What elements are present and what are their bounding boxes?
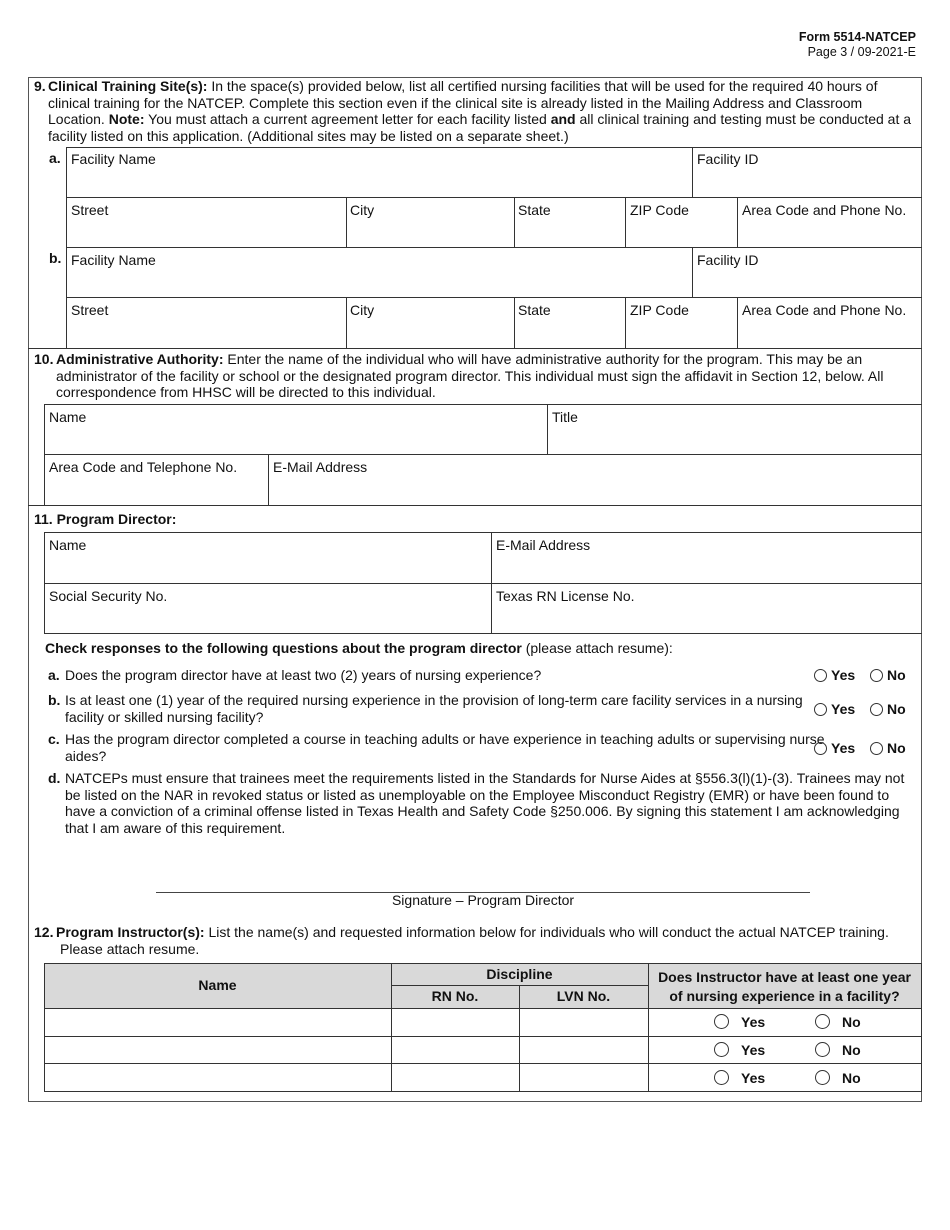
instructor-3-lvn-cell[interactable]: [520, 1064, 647, 1090]
facility-b-name-field[interactable]: Facility Name: [71, 252, 156, 268]
facility-a-city-field[interactable]: City: [350, 202, 375, 218]
form-number: Form 5514-NATCEP: [798, 30, 916, 44]
form-header: [799, 30, 916, 60]
section-12-number: 12.: [34, 924, 54, 940]
radio-icon: [870, 742, 883, 755]
question-b-no[interactable]: No: [870, 701, 906, 717]
section-11-number: 11.: [34, 511, 53, 527]
facility-b-zip-field[interactable]: ZIP Code: [630, 302, 689, 318]
col-header-discipline: Discipline: [486, 966, 553, 982]
section-11-title: Program Director:: [56, 511, 177, 527]
section-9-instructions: 9. Clinical Training Site(s): In the space(s) provided below, list all certified nursing facilities that will be used for the required 40 hours of clinical training for the NATCEP. Complete this section even if the clinical site is already listed in the Mailing Address and Classroom Location. Note: You must attach a current agreement letter for each facility listed and all clinical training and testing must be conducted at a facility listed on this application. (Additional sites may be listed on a separate sheet.): [34, 78, 912, 144]
facility-a-street-field[interactable]: Street: [71, 202, 109, 218]
director-questions-intro: Check responses to the following questions about the program director (please attach resume):: [45, 640, 673, 656]
admin-email-field[interactable]: E-Mail Address: [273, 459, 368, 475]
instructor-1-no[interactable]: No: [815, 1014, 861, 1030]
director-rn-license-field[interactable]: Texas RN License No.: [496, 588, 635, 604]
director-statement-d: d. NATCEPs must ensure that trainees meet the requirements listed in the Standards for Nurse Aides at §556.3(l)(1)-(3). Trainees may not be listed on the NAR in revoked status or listed as unemployable on the Employee Misconduct Registry (EMR) or have been found to have a conviction of a criminal offense listed in Texas Health and Safety Code §250.006. By signing this statement I am acknowledging that I am aware of this requirement.: [48, 770, 905, 836]
director-question-c: c. Has the program director completed a course in teaching adults or have experience in teaching adults or supervising nurse aides?: [48, 731, 825, 764]
radio-icon: [815, 1070, 830, 1085]
instructor-2-name-cell[interactable]: [45, 1037, 390, 1062]
radio-icon: [870, 669, 883, 682]
col-header-rn: RN No.: [431, 988, 479, 1004]
instructor-3-rn-cell[interactable]: [392, 1064, 518, 1090]
section-12-title: Program Instructor(s):: [56, 924, 205, 940]
instructor-1-rn-cell[interactable]: [392, 1009, 518, 1035]
radio-icon: [714, 1070, 729, 1085]
radio-icon: [814, 742, 827, 755]
question-a-no[interactable]: No: [870, 667, 906, 683]
facility-a-id-field[interactable]: Facility ID: [697, 151, 759, 167]
section-10-title: Administrative Authority:: [56, 351, 224, 367]
instructor-2-no[interactable]: No: [815, 1042, 861, 1058]
facility-b-letter: b.: [49, 250, 62, 266]
instructor-3-no[interactable]: No: [815, 1070, 861, 1086]
facility-b-street-field[interactable]: Street: [71, 302, 109, 318]
director-ssn-field[interactable]: Social Security No.: [49, 588, 168, 604]
instructor-1-name-cell[interactable]: [45, 1009, 390, 1035]
facility-a-state-field[interactable]: State: [518, 202, 551, 218]
facility-b-state-field[interactable]: State: [518, 302, 551, 318]
instructor-3-yes[interactable]: Yes: [714, 1070, 765, 1086]
director-email-field[interactable]: E-Mail Address: [496, 537, 591, 553]
question-a-yes[interactable]: Yes: [814, 667, 855, 683]
instructor-1-lvn-cell[interactable]: [520, 1009, 647, 1035]
instructor-3-name-cell[interactable]: [45, 1064, 390, 1090]
radio-icon: [815, 1042, 830, 1057]
admin-name-field[interactable]: Name: [49, 409, 87, 425]
section-10-number: 10.: [34, 351, 54, 367]
admin-title-field[interactable]: Title: [552, 409, 578, 425]
question-c-yes[interactable]: Yes: [814, 740, 855, 756]
col-header-name: Name: [198, 977, 237, 993]
radio-icon: [814, 669, 827, 682]
radio-icon: [815, 1014, 830, 1029]
instructor-2-rn-cell[interactable]: [392, 1037, 518, 1062]
section-9-number: 9.: [34, 78, 46, 94]
radio-icon: [714, 1014, 729, 1029]
section-11-heading: [34, 511, 176, 527]
facility-b-city-field[interactable]: City: [350, 302, 375, 318]
question-b-yes[interactable]: Yes: [814, 701, 855, 717]
director-question-b: b. Is at least one (1) year of the required nursing experience in the provision of long-term care facility services in a nursing facility or skilled nursing facility?: [48, 692, 803, 725]
col-header-experience: Does Instructor have at least one year of nursing experience in a facility?: [658, 969, 911, 1004]
col-header-lvn: LVN No.: [556, 988, 611, 1004]
facility-b-phone-field[interactable]: Area Code and Phone No.: [742, 302, 907, 318]
director-name-field[interactable]: Name: [49, 537, 87, 553]
admin-phone-field[interactable]: Area Code and Telephone No.: [49, 459, 238, 475]
instructor-2-lvn-cell[interactable]: [520, 1037, 647, 1062]
page-info: Page 3 / 09-2021-E: [807, 45, 916, 59]
director-signature-label: Signature – Program Director: [391, 892, 575, 908]
facility-a-letter: a.: [49, 150, 61, 166]
radio-icon: [870, 703, 883, 716]
section-10-instructions: 10. Administrative Authority: Enter the name of the individual who will have administrative authority for the program. This may be an administrator of the facility or school or the designated program director. This individual must sign the affidavit in Section 12, below. All correspondence from HHSC will be directed to this individual.: [34, 351, 884, 400]
section-12-instructions: 12. Program Instructor(s): List the name(s) and requested information below for individuals who will conduct the actual NATCEP training. Please attach resume.: [34, 924, 889, 957]
facility-a-zip-field[interactable]: ZIP Code: [630, 202, 689, 218]
radio-icon: [714, 1042, 729, 1057]
question-c-no[interactable]: No: [870, 740, 906, 756]
instructor-1-yes[interactable]: Yes: [714, 1014, 765, 1030]
instructor-2-yes[interactable]: Yes: [714, 1042, 765, 1058]
facility-b-id-field[interactable]: Facility ID: [697, 252, 759, 268]
director-question-a: a. Does the program director have at least two (2) years of nursing experience?: [48, 667, 542, 683]
section-9-title: Clinical Training Site(s):: [48, 78, 208, 94]
facility-a-name-field[interactable]: Facility Name: [71, 151, 156, 167]
radio-icon: [814, 703, 827, 716]
facility-a-phone-field[interactable]: Area Code and Phone No.: [742, 202, 907, 218]
